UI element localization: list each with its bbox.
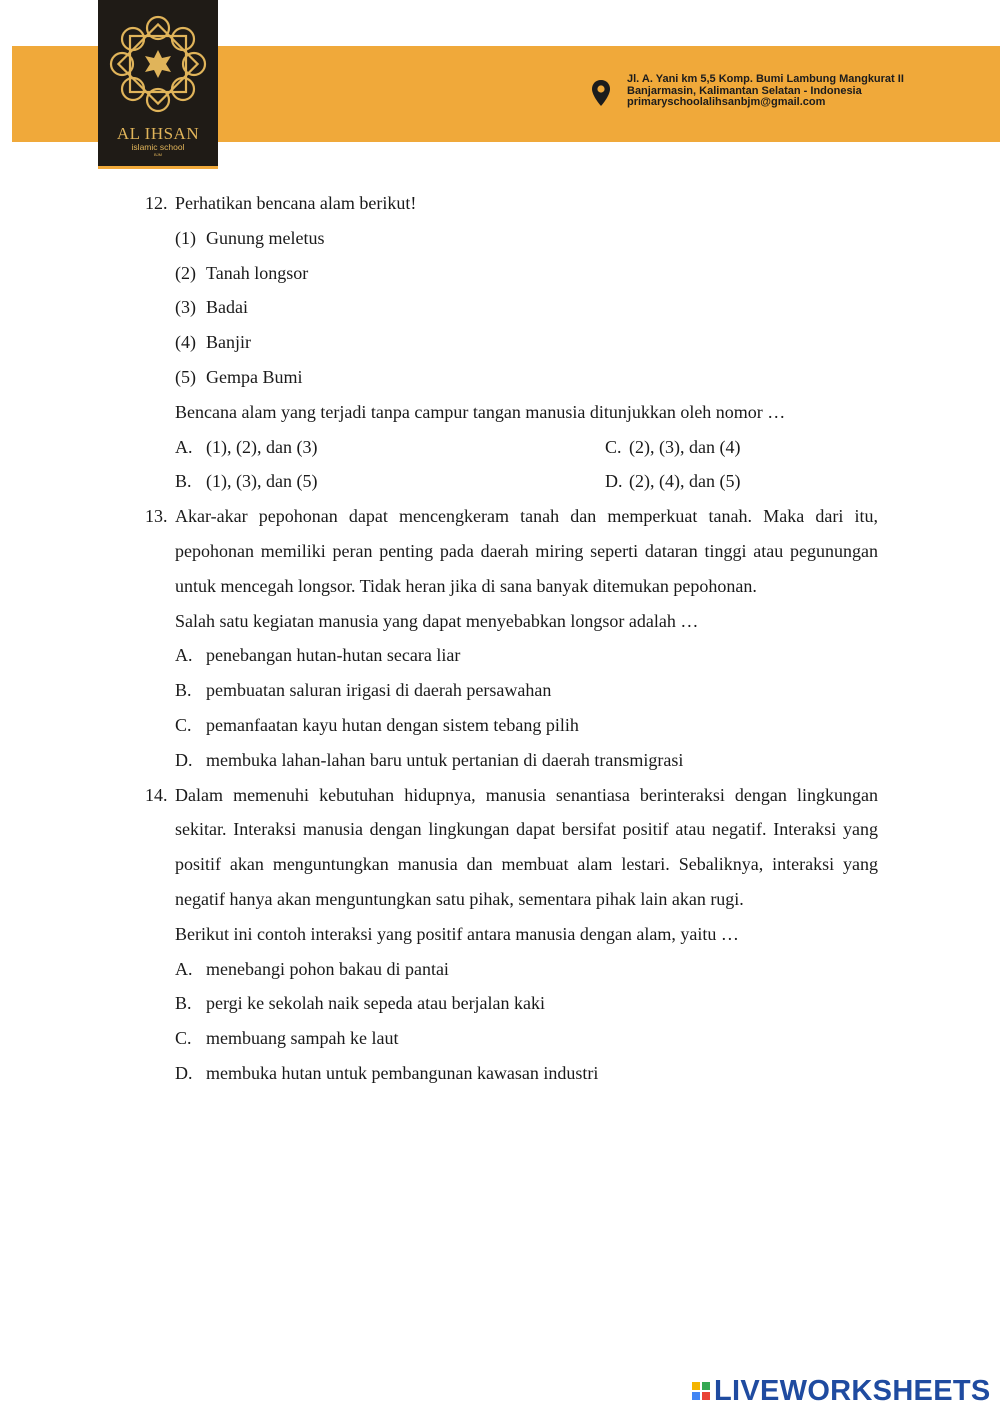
option-text: membuka lahan-lahan baru untuk pertanian di daerah transmigrasi xyxy=(206,749,684,770)
item-text: Gunung meletus xyxy=(206,227,325,248)
list-item xyxy=(175,360,878,395)
option-label: C. xyxy=(605,436,622,457)
option-text: pembuatan saluran irigasi di daerah persawahan xyxy=(206,680,552,701)
question-number: 13. xyxy=(145,506,168,527)
option-text: pergi ke sekolah naik sepeda atau berjalan kaki xyxy=(206,993,546,1014)
school-logo xyxy=(98,0,218,169)
answer-option-b[interactable] xyxy=(175,464,605,499)
option-text: menebangi pohon bakau di pantai xyxy=(206,958,449,979)
option-label: D. xyxy=(605,471,623,492)
option-label: A. xyxy=(175,958,193,979)
star-emblem-icon xyxy=(106,8,210,120)
question-intro: Perhatikan bencana alam berikut! xyxy=(175,193,417,213)
option-label: A. xyxy=(175,645,193,666)
question-intro: Akar-akar pepohonan dapat mencengkeram tanah dan memperkuat tanah. Maka dari itu, pepohonan memiliki peran penting pada daerah miring seperti dataran tinggi atau pegunungan untuk mencegah longsor. Tidak heran jika di sana banyak ditemukan pepohonan. xyxy=(175,506,878,596)
option-text: (2), (3), dan (4) xyxy=(629,436,741,457)
option-label: B. xyxy=(175,471,192,492)
option-label: B. xyxy=(175,680,192,701)
option-label: B. xyxy=(175,993,192,1014)
question-number: 12. xyxy=(145,193,168,213)
item-label: (3) xyxy=(175,297,196,318)
item-text: Gempa Bumi xyxy=(206,366,303,387)
list-item xyxy=(175,221,878,256)
question-prompt: Salah satu kegiatan manusia yang dapat menyebabkan longsor adalah … xyxy=(175,610,699,631)
logo-city: BJM xyxy=(154,152,162,157)
option-label: A. xyxy=(175,436,193,457)
answer-option-c[interactable] xyxy=(175,708,878,743)
question-12 xyxy=(145,186,878,499)
item-label: (5) xyxy=(175,366,196,387)
liveworksheets-icon xyxy=(692,1382,710,1400)
map-pin-icon xyxy=(591,79,611,107)
option-label: D. xyxy=(175,749,193,770)
question-prompt: Bencana alam yang terjadi tanpa campur tangan manusia ditunjukkan oleh nomor … xyxy=(175,401,786,422)
question-number: 14. xyxy=(145,784,168,805)
option-text: penebangan hutan-hutan secara liar xyxy=(206,645,461,666)
option-text: pemanfaatan kayu hutan dengan sistem tebang pilih xyxy=(206,714,579,735)
logo-subtitle: islamic school xyxy=(131,142,185,152)
list-item xyxy=(175,290,878,325)
answer-option-d[interactable] xyxy=(175,743,878,778)
address-line-1: Jl. A. Yani km 5,5 Komp. Bumi Lambung Mangkurat II xyxy=(627,73,904,85)
item-text: Tanah longsor xyxy=(206,262,309,283)
question-13 xyxy=(145,499,878,777)
list-item xyxy=(175,256,878,291)
question-intro: Dalam memenuhi kebutuhan hidupnya, manusia senantiasa berinteraksi dengan lingkungan sekitar. Interaksi manusia dengan lingkungan dapat bersifat positif atau negatif. Interaksi yang positif akan menguntungkan manusia dan membuat alam lestari. Sebaliknya, interaksi yang negatif hanya akan menguntungkan satu pihak, sementara pihak lain akan rugi. xyxy=(175,784,878,909)
school-address xyxy=(627,74,904,109)
question-prompt: Berikut ini contoh interaksi yang positif antara manusia dengan alam, yaitu … xyxy=(175,923,739,944)
item-text: Banjir xyxy=(206,332,251,353)
answer-option-a[interactable] xyxy=(175,952,878,987)
logo-title: AL IHSAN xyxy=(116,124,200,143)
answer-option-b[interactable] xyxy=(175,673,878,708)
option-text: (1), (2), dan (3) xyxy=(206,436,318,457)
email-address: primaryschoolalihsanbjm@gmail.com xyxy=(627,96,826,108)
answer-option-c[interactable] xyxy=(605,430,878,465)
address-line-2: Banjarmasin, Kalimantan Selatan - Indonesia xyxy=(627,84,862,97)
liveworksheets-logo[interactable] xyxy=(692,1374,991,1408)
liveworksheets-brand: LIVEWORKSHEETS xyxy=(714,1374,991,1407)
item-label: (1) xyxy=(175,227,196,248)
list-item xyxy=(175,325,878,360)
option-text: (2), (4), dan (5) xyxy=(629,471,741,492)
answer-option-b[interactable] xyxy=(175,986,878,1021)
answer-option-a[interactable] xyxy=(175,638,878,673)
answer-option-d[interactable] xyxy=(175,1056,878,1091)
option-text: (1), (3), dan (5) xyxy=(206,471,318,492)
option-label: C. xyxy=(175,1028,192,1049)
option-text: membuka hutan untuk pembangunan kawasan industri xyxy=(206,1062,599,1083)
item-text: Badai xyxy=(206,297,248,318)
option-text: membuang sampah ke laut xyxy=(206,1028,399,1049)
answer-option-d[interactable] xyxy=(605,464,878,499)
answer-options xyxy=(175,430,878,500)
option-label: D. xyxy=(175,1062,193,1083)
answer-option-c[interactable] xyxy=(175,1021,878,1056)
worksheet-content xyxy=(145,186,878,1091)
option-label: C. xyxy=(175,714,192,735)
question-14 xyxy=(145,778,878,1091)
item-label: (4) xyxy=(175,332,196,353)
item-label: (2) xyxy=(175,262,196,283)
answer-option-a[interactable] xyxy=(175,430,605,465)
